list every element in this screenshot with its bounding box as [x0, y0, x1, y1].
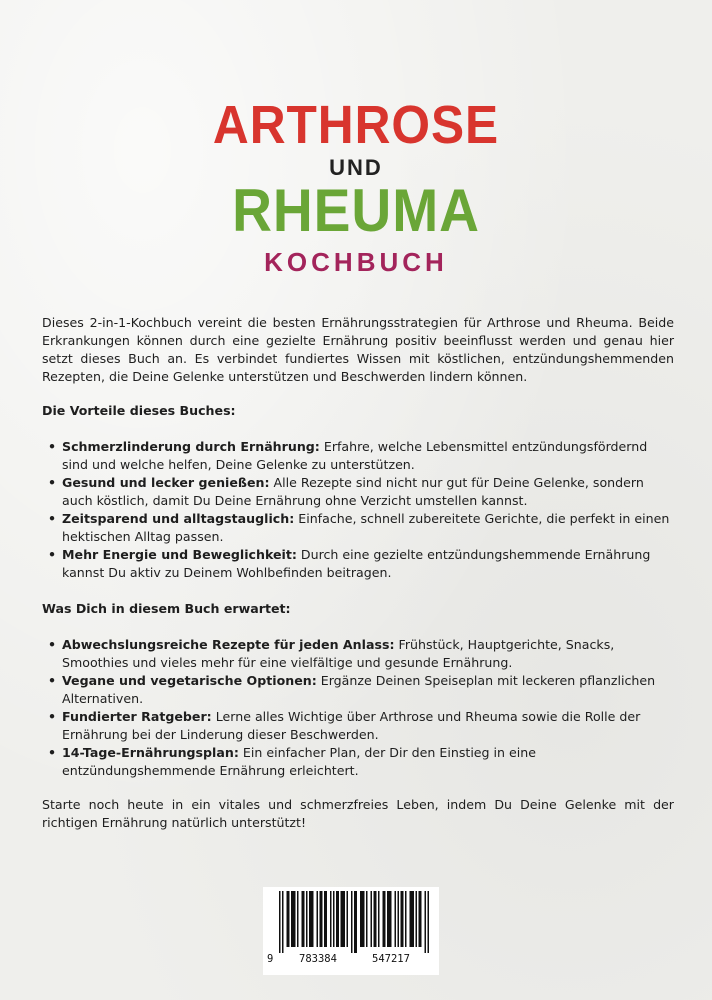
benefits-list: [42, 438, 674, 582]
title-kochbuch: KOCHBUCH: [264, 247, 448, 277]
barcode-bar: [338, 891, 340, 947]
list-item: [48, 636, 674, 672]
barcode-bar: [387, 891, 389, 947]
barcode-bar: [306, 891, 308, 947]
barcode-bar: [282, 891, 284, 953]
barcode-bar: [279, 891, 281, 953]
benefits-heading: Die Vorteile dieses Buches:: [42, 403, 236, 418]
title-arthrose: ARTHROSE: [212, 95, 500, 155]
barcode-bar: [362, 891, 364, 947]
barcode-bar: [309, 891, 311, 947]
item-title: Mehr Energie und Beweglichkeit:: [62, 547, 297, 562]
item-title: Abwechslungsreiche Rezepte für jeden Anlass:: [62, 637, 395, 652]
barcode-bar: [398, 891, 400, 947]
barcode-bar: [297, 891, 299, 947]
barcode-bar: [294, 891, 296, 947]
item-text: Alle Rezepte sind nicht nur gut für Deine Gelenke, sondern auch köstlich, damit Du Deine Ernährung ohne Verzicht umstellen kannst.: [62, 475, 644, 508]
list-item: [48, 546, 674, 582]
barcode-bar: [317, 891, 319, 947]
barcode-bar: [416, 891, 418, 947]
barcode-bar: [336, 891, 338, 947]
barcode-bar: [351, 891, 353, 953]
barcode-bar: [293, 891, 295, 947]
item-title: 14-Tage-Ernährungsplan:: [62, 745, 239, 760]
cover-title: [0, 95, 712, 277]
barcode-bar: [389, 891, 391, 947]
barcode-bar: [366, 891, 368, 947]
list-item: [48, 672, 674, 708]
barcode-bar: [321, 891, 323, 947]
item-title: Zeitsparend und alltagstauglich:: [62, 511, 295, 526]
barcode-bar: [395, 891, 397, 947]
item-title: Gesund und lecker genießen:: [62, 475, 270, 490]
isbn-barcode: [263, 887, 439, 975]
barcode-bar: [410, 891, 412, 947]
intro-paragraph: Dieses 2-in-1-Kochbuch vereint die besten Ernährungsstrategien für Arthrose und Rheuma. Beide Erkrankungen können durch eine gezielte Ernährung positiv beeinflusst werden und genau hier setzt dieses Buch an. Es verbindet fundiertes Wissen mit köstlichen, entzündungshemmenden Rezepten, die Deine Gelenke unterstützen und Beschwerden lindern können.: [42, 315, 674, 384]
expect-heading: Was Dich in diesem Buch erwartet:: [42, 601, 291, 616]
barcode-bar: [371, 891, 373, 947]
expect-list: [42, 636, 674, 780]
barcode-bar: [333, 891, 335, 947]
barcode-bar: [413, 891, 415, 947]
barcode-bars: [263, 887, 439, 953]
barcode-bar: [375, 891, 377, 947]
barcode-bar: [401, 891, 403, 947]
barcode-bar: [311, 891, 313, 947]
barcode-bar: [312, 891, 314, 947]
list-item: [48, 438, 674, 474]
barcode-digits: [263, 953, 439, 969]
barcode-bar: [360, 891, 362, 947]
barcode-bar: [342, 891, 344, 947]
item-text: Frühstück, Hauptgerichte, Snacks, Smoothies und vieles mehr für eine vielfältige und gesunde Ernährung.: [62, 637, 615, 670]
barcode-bar: [354, 891, 356, 953]
barcode-digit-first: 9: [267, 953, 274, 965]
item-title: Fundierter Ratgeber:: [62, 709, 212, 724]
barcode-bar: [356, 891, 358, 953]
barcode-bar: [383, 891, 385, 947]
barcode-digits-right: 547217: [372, 953, 410, 965]
title-und: UND: [329, 155, 383, 180]
barcode-bar: [378, 891, 380, 947]
barcode-bar: [405, 891, 407, 947]
barcode-bar: [384, 891, 386, 947]
barcode-bar: [363, 891, 365, 947]
barcode-bar: [347, 891, 349, 947]
barcode-bar: [420, 891, 422, 947]
item-text: Lerne alles Wichtige über Arthrose und Rheuma sowie die Rolle der Ernährung bei der Linderung dieser Beschwerden.: [62, 709, 641, 742]
barcode-bar: [374, 891, 376, 947]
barcode-digits-left: 783384: [299, 953, 337, 965]
barcode-bar: [419, 891, 421, 947]
list-item: [48, 510, 674, 546]
barcode-bar: [428, 891, 430, 953]
barcode-bar: [326, 891, 328, 947]
barcode-bar: [411, 891, 413, 947]
barcode-bar: [302, 891, 304, 947]
item-text: Ein einfacher Plan, der Dir den Einstieg in eine entzündungshemmende Ernährung erleichtert.: [62, 745, 537, 778]
closing-paragraph: Starte noch heute in ein vitales und schmerzfreies Leben, indem Du Deine Gelenke mit der richtigen Ernährung natürlich unterstützt!: [42, 797, 674, 830]
barcode-bar: [425, 891, 427, 953]
barcode-bar: [402, 891, 404, 947]
barcode-bar: [291, 891, 293, 947]
barcode-bar: [344, 891, 346, 947]
list-item: [48, 474, 674, 510]
item-text: Erfahre, welche Lebensmittel entzündungsfördernd sind und welche helfen, Deine Gelenke zu unterstützen.: [62, 439, 648, 472]
item-title: Schmerzlinderung durch Ernährung:: [62, 439, 320, 454]
list-item: [48, 744, 674, 780]
barcode-bar: [288, 891, 290, 947]
blurb: [42, 314, 674, 832]
barcode-bar: [390, 891, 392, 947]
barcode-bar: [287, 891, 289, 947]
barcode-bar: [341, 891, 343, 947]
list-item: [48, 708, 674, 744]
barcode-bar: [330, 891, 332, 947]
item-text: Einfache, schnell zubereitete Gerichte, die perfekt in einen hektischen Alltag passen.: [62, 511, 670, 544]
item-text: Durch eine gezielte entzündungshemmende Ernährung kannst Du aktiv zu Deinem Wohlbefinden beitragen.: [62, 547, 651, 580]
item-title: Vegane und vegetarische Optionen:: [62, 673, 317, 688]
item-text: Ergänze Deinen Speiseplan mit leckeren pflanzlichen Alternativen.: [62, 673, 656, 706]
barcode-bar: [320, 891, 322, 947]
barcode-bar: [324, 891, 326, 947]
title-rheuma: RHEUMA: [232, 177, 480, 244]
barcode-bar: [303, 891, 305, 947]
